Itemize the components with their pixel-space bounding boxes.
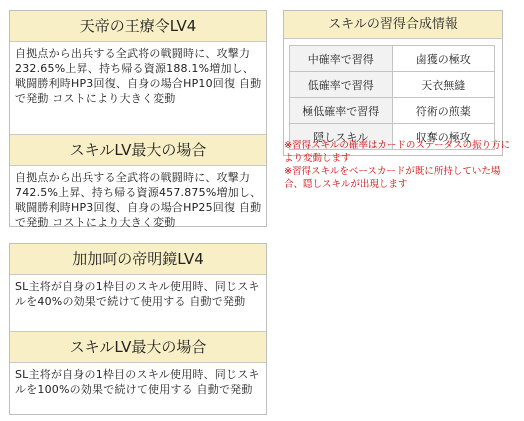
table-row <box>290 72 495 98</box>
skill-description: SL主将が自身の1枠目のスキル使用時、同じスキルを40%の効果で続けて使用する 自動で発動 <box>15 280 260 308</box>
skill-description: 自拠点から出兵する全武将の戦闘時に、攻撃力232.65%上昇、持ち帰る資源188.1%増加し、戦闘勝利時HP3回復、自身の場合HP10回復 自動で発動 コストにより大きく変動 <box>15 47 262 105</box>
skill-max-title: スキルLV最大の場合 <box>10 134 266 166</box>
synthesis-info-panel <box>283 10 503 156</box>
skill-title: 加加呵の帝明鏡LV4 <box>10 244 266 275</box>
synthesis-title: スキルの習得合成情報 <box>284 11 502 39</box>
skill-panel-1 <box>9 10 267 227</box>
table-row <box>290 46 495 72</box>
row-label: 隠しスキル <box>290 124 393 150</box>
skill-max-title: スキルLV最大の場合 <box>10 331 266 363</box>
table-row <box>290 98 495 124</box>
note-hidden-skill: ※習得スキルをベースカードが既に所持していた場合、隠しスキルが出現します <box>284 166 501 190</box>
note-probability: ※習得スキルの確率はカードのステータスの振り方により変動します <box>284 140 511 164</box>
row-value: 鹵獲の極攻 <box>392 46 495 72</box>
row-label: 極低確率で習得 <box>290 98 393 124</box>
row-value: 天衣無縫 <box>392 72 495 98</box>
row-label: 中確率で習得 <box>290 46 393 72</box>
row-label: 低確率で習得 <box>290 72 393 98</box>
row-value: 収奪の極攻 <box>392 124 495 150</box>
skill-title: 天帝の王療令LV4 <box>10 11 266 42</box>
synthesis-table <box>289 45 495 150</box>
skill-max-description: SL主将が自身の1枠目のスキル使用時、同じスキルを100%の効果で続けて使用する 自動で発動 <box>15 368 260 396</box>
row-value: 符術の煎薬 <box>392 98 495 124</box>
skill-panel-2 <box>9 243 267 415</box>
skill-max-description: 自拠点から出兵する全武将の戦闘時に、攻撃力742.5%上昇、持ち帰る資源457.875%増加し、戦闘勝利時HP3回復、自身の場合HP25回復 自動で発動 コストにより大きく変動 <box>15 171 262 229</box>
synthesis-notes <box>284 139 514 191</box>
